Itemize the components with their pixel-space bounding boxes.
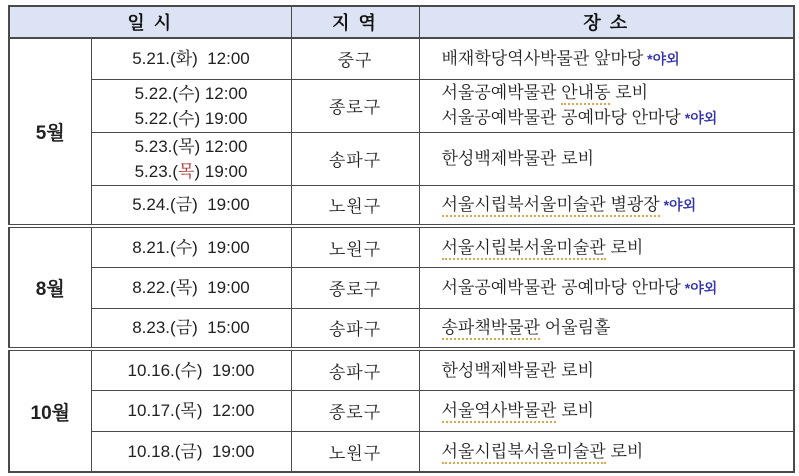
- region-cell: 송파구: [291, 308, 419, 349]
- text-segment: 한성백제박물관 로비: [441, 360, 595, 380]
- region-cell: 노원구: [291, 226, 419, 267]
- cell-line: [92, 439, 291, 464]
- date-cell: [91, 38, 291, 79]
- text-segment: 로비: [610, 83, 649, 102]
- region-cell: 종로구: [291, 267, 419, 308]
- date-cell: [91, 132, 291, 185]
- cell-line: [92, 358, 291, 383]
- outdoor-tag: *야외: [643, 50, 680, 67]
- cell-line: [442, 315, 794, 340]
- cell-line: [442, 192, 794, 218]
- cell-line: [442, 398, 794, 423]
- region-cell: 종로구: [291, 390, 419, 431]
- table-row: [9, 431, 794, 472]
- cell-line: [442, 46, 794, 72]
- text-segment: 8.23.(금) 15:00: [132, 318, 250, 338]
- cell-line: [442, 146, 794, 171]
- region-cell: 중구: [291, 38, 419, 79]
- cell-line: [92, 46, 291, 71]
- month-cell: 10월: [9, 349, 91, 472]
- region-cell: 노원구: [291, 431, 419, 472]
- table-row: [9, 308, 794, 349]
- date-cell: [91, 431, 291, 472]
- venue-cell: [419, 185, 794, 226]
- region-cell: 노원구: [291, 185, 419, 226]
- schedule-table: [8, 5, 795, 473]
- text-segment: 어울림홀: [540, 318, 611, 338]
- text-segment: 서울공예박물관 공예마당 안마당: [441, 108, 681, 127]
- table-row: [9, 132, 794, 185]
- table-row: [9, 79, 794, 132]
- cell-line: [442, 235, 794, 260]
- date-cell: [91, 226, 291, 267]
- cell-line: [92, 398, 291, 423]
- text-segment: 서울공예박물관 공예마당 안마당: [441, 277, 681, 297]
- cell-line: [442, 439, 794, 464]
- spellcheck-underlined-text: 서울시립북서울미술관: [442, 238, 606, 260]
- text-segment: 5.24.(금) 19:00: [132, 195, 250, 215]
- cell-line: [92, 275, 291, 300]
- text-segment: 로비: [605, 237, 644, 257]
- text-segment: 서울공예박물관: [441, 83, 562, 102]
- text-segment: 10.18.(금) 19:00: [127, 441, 255, 461]
- table-row: [9, 226, 794, 267]
- text-segment: 5.22.(수) 19:00: [134, 108, 248, 128]
- text-segment: 5.23.(목) 12:00: [134, 136, 248, 156]
- date-cell: [91, 79, 291, 132]
- spellcheck-underlined-text: 서울시립북서울미술관 별광장: [442, 195, 660, 217]
- cell-line: [92, 106, 291, 131]
- cell-line: [92, 159, 291, 184]
- venue-cell: [419, 390, 794, 431]
- text-segment: 5.21.(화) 12:00: [132, 49, 250, 69]
- col-header-venue: 장 소: [419, 6, 794, 38]
- venue-cell: [419, 431, 794, 472]
- venue-cell: [419, 349, 794, 390]
- table-row: [9, 349, 794, 390]
- month-cell: 8월: [9, 226, 91, 349]
- date-cell: [91, 349, 291, 390]
- col-header-datetime: 일 시: [9, 6, 291, 38]
- spellcheck-underlined-text: 서울역사박물관: [442, 401, 557, 423]
- revision-marked-text: 목: [178, 161, 195, 181]
- month-cell: 5월: [9, 38, 91, 226]
- region-cell: 송파구: [291, 349, 419, 390]
- venue-cell: [419, 132, 794, 185]
- date-cell: [91, 185, 291, 226]
- text-segment: 로비: [556, 401, 595, 420]
- spellcheck-underlined-text: 서울시립북서울미술관: [442, 442, 606, 464]
- table-row: [9, 267, 794, 308]
- spellcheck-underlined-text: 송파책박물관: [442, 318, 541, 340]
- region-cell: 송파구: [291, 132, 419, 185]
- outdoor-tag: *야외: [680, 279, 718, 296]
- venue-cell: [419, 308, 794, 349]
- text-segment: 10.17.(목) 12:00: [127, 401, 255, 420]
- cell-line: [442, 358, 794, 383]
- venue-cell: [419, 79, 794, 132]
- cell-line: [92, 81, 291, 106]
- date-cell: [91, 267, 291, 308]
- cell-line: [92, 134, 291, 159]
- table-row: [9, 390, 794, 431]
- date-cell: [91, 308, 291, 349]
- spellcheck-underlined-text: 안내동: [561, 83, 610, 105]
- cell-line: [92, 192, 291, 217]
- cell-line: [442, 80, 794, 105]
- region-cell: 종로구: [291, 79, 419, 132]
- date-cell: [91, 390, 291, 431]
- text-segment: 10.16.(수) 19:00: [127, 360, 255, 380]
- text-segment: ) 19:00: [194, 161, 248, 181]
- text-segment: 한성백제박물관 로비: [441, 149, 595, 168]
- outdoor-tag: *야외: [680, 110, 718, 126]
- venue-cell: [419, 267, 794, 308]
- outdoor-tag: *야외: [659, 196, 697, 213]
- venue-cell: [419, 226, 794, 267]
- cell-line: [442, 275, 794, 301]
- cell-line: [92, 235, 291, 260]
- text-segment: 로비: [605, 441, 644, 461]
- cell-line: [442, 105, 794, 131]
- text-segment: 8.22.(목) 19:00: [132, 278, 250, 297]
- col-header-region: 지 역: [291, 6, 419, 38]
- text-segment: 5.22.(수) 12:00: [134, 83, 248, 103]
- text-segment: 5.23.(: [134, 161, 179, 181]
- cell-line: [92, 315, 291, 340]
- text-segment: 배재학당역사박물관 앞마당: [441, 48, 644, 68]
- text-segment: 8.21.(수) 19:00: [132, 237, 250, 257]
- table-row: [9, 185, 794, 226]
- header-row: [9, 6, 794, 38]
- table-row: [9, 38, 794, 79]
- venue-cell: [419, 38, 794, 79]
